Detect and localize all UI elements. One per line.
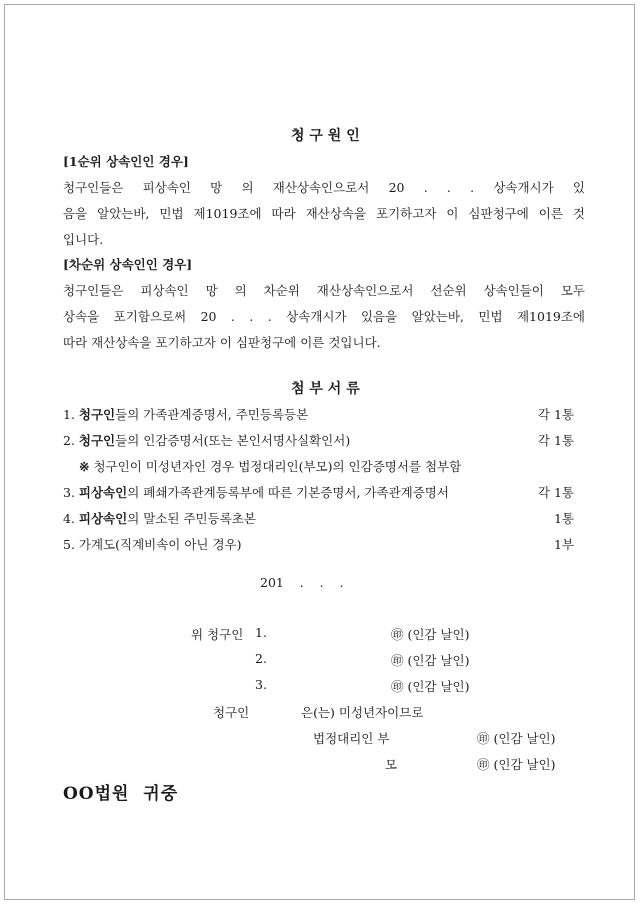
minor-text: 은(는) 미성년자이므로 [301,705,424,720]
first-heading: [1순위 상속인인 경우] [63,154,189,169]
attachment-item-4: 4. 피상속인의 말소된 주민등록초본 [63,511,256,526]
note-text: 청구인이 미성년자인 경우 법정대리인(부모)의 인감증명서를 첨부함 [93,459,462,474]
first-line-2: 음을 알았는바, 민법 제1019조에 따라 재산상속을 포기하고자 이 심판청구에 이른 것 [63,206,585,221]
note-mark: ※ [79,459,90,474]
attachment-count-2: 각 1통 [537,433,574,448]
second-line-1: 청구인들은 피상속인 망 의 차순위 재산상속인으로서 선순위 상속인들이 모두 [63,283,585,298]
attachment-count-3: 각 1통 [537,485,574,500]
attachments-title: 첨 부 서 류 [291,381,360,397]
seal-2: ㊞ (인감 날인) [391,653,470,668]
attachment-item-3: 3. 피상속인의 폐쇄가족관계등록부에 따른 기본증명서, 가족관계증명서 [63,485,449,500]
seal-1: ㊞ (인감 날인) [391,627,470,642]
attachment-item-2: 2. 청구인들의 인감증명서(또는 본인서명사실확인서) [63,433,351,448]
filing-date: 201 . . . [260,575,344,590]
document-page [4,4,635,900]
seal-3: ㊞ (인감 날인) [391,679,470,694]
seal-father: ㊞ (인감 날인) [477,731,556,746]
legal-rep-mother: 모 [385,757,398,772]
minor-prefix: 청구인 [213,705,250,720]
second-line-2: 상속을 포기함으로써 20 . . . 상속개시가 있음을 알았는바, 민법 제1019조에 [63,309,585,324]
signature-prefix: 위 청구인 [191,627,244,642]
reason-title: 청 구 원 인 [291,128,360,144]
signature-number-3: 3. [255,677,267,692]
first-line-3: 입니다. [63,232,104,247]
legal-rep-father: 법정대리인 부 [313,731,390,746]
first-line-1: 청구인들은 피상속인 망 의 재산상속인으로서 20 . . . 상속개시가 있 [63,180,585,195]
second-paragraph [63,278,585,356]
attachment-count-5: 1부 [553,537,574,552]
attachment-count-4: 1통 [553,511,574,526]
signature-number-1: 1. [255,625,267,640]
attachment-item-1: 1. 청구인들의 가족관계증명서, 주민등록등본 [63,407,309,422]
second-heading: [차순위 상속인인 경우] [63,257,193,272]
attachment-note [79,457,461,475]
second-line-3: 따라 재산상속을 포기하고자 이 심판청구에 이른 것입니다. [63,335,381,350]
first-paragraph [63,175,585,253]
court-name: OO법원 귀중 [63,784,179,804]
attachment-item-5: 5. 가계도(직계비속이 아닌 경우) [63,537,242,552]
seal-mother: ㊞ (인감 날인) [477,757,556,772]
attachment-count-1: 각 1통 [537,407,574,422]
signature-number-2: 2. [255,651,267,666]
